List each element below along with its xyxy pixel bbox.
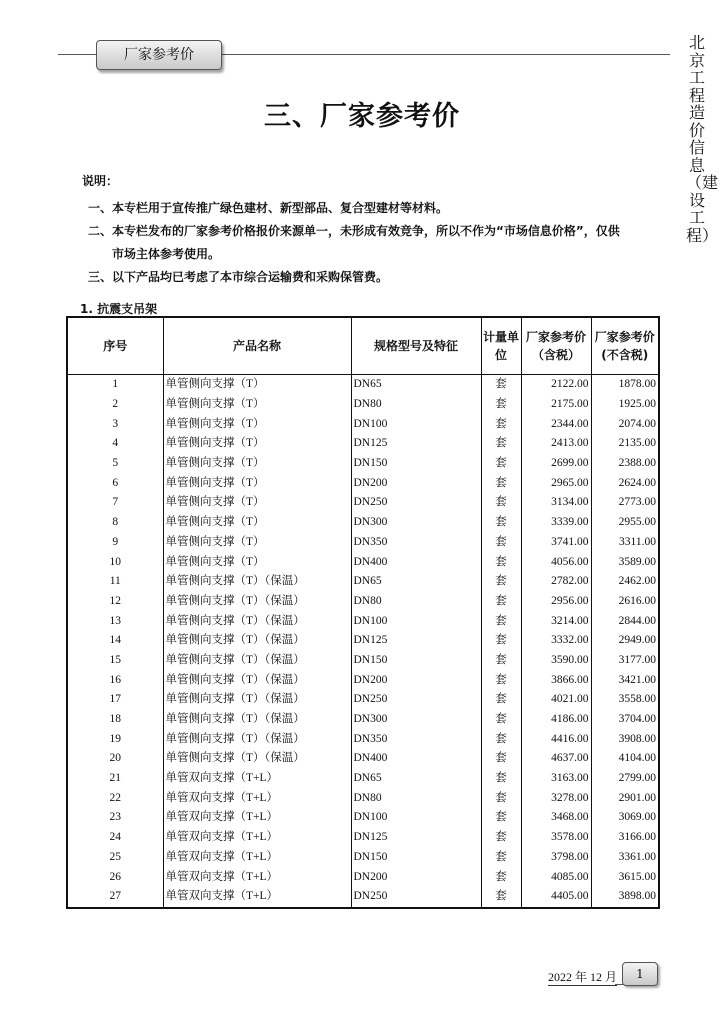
- cell-name: 单管侧向支撑（T）: [163, 513, 351, 533]
- cell-unit: 套: [481, 434, 521, 454]
- cell-price-excl: 3177.00: [591, 651, 659, 671]
- table-row: [67, 670, 659, 690]
- table-row: [67, 729, 659, 749]
- cell-price-excl: 2616.00: [591, 592, 659, 612]
- cell-unit: 套: [481, 848, 521, 868]
- cell-spec: DN250: [351, 887, 481, 908]
- header-section-tab: 厂家参考价: [96, 40, 222, 70]
- cell-spec: DN300: [351, 513, 481, 533]
- cell-unit: 套: [481, 611, 521, 631]
- cell-spec: DN65: [351, 375, 481, 395]
- cell-spec: DN350: [351, 533, 481, 553]
- cell-price-excl: 2388.00: [591, 454, 659, 474]
- cell-spec: DN300: [351, 710, 481, 730]
- cell-price-incl: 2956.00: [521, 592, 591, 612]
- cell-no: 16: [67, 670, 163, 690]
- table-row: [67, 808, 659, 828]
- cell-no: 23: [67, 808, 163, 828]
- cell-price-excl: 4104.00: [591, 749, 659, 769]
- side-publication-title: 北京工程造价信息（建设工程）: [686, 33, 719, 245]
- table-header-row: [67, 317, 659, 375]
- cell-no: 19: [67, 729, 163, 749]
- cell-spec: DN150: [351, 454, 481, 474]
- header-price-incl: 厂家参考价（含税）: [521, 317, 591, 375]
- cell-no: 7: [67, 493, 163, 513]
- cell-price-incl: 3798.00: [521, 848, 591, 868]
- note-item-1: 一、本专栏用于宣传推广绿色建材、新型部品、复合型建材等材料。: [88, 201, 449, 215]
- cell-price-incl: 4405.00: [521, 887, 591, 908]
- cell-price-excl: 3069.00: [591, 808, 659, 828]
- header-spec: 规格型号及特征: [351, 317, 481, 375]
- cell-price-excl: 2955.00: [591, 513, 659, 533]
- cell-price-excl: 3908.00: [591, 729, 659, 749]
- note-item-2-continued: 市场主体参考使用。: [112, 247, 221, 261]
- cell-name: 单管侧向支撑（T）: [163, 533, 351, 553]
- cell-name: 单管侧向支撑（T）（保温）: [163, 710, 351, 730]
- cell-unit: 套: [481, 631, 521, 651]
- cell-name: 单管侧向支撑（T）（保温）: [163, 670, 351, 690]
- cell-no: 13: [67, 611, 163, 631]
- cell-price-excl: 2799.00: [591, 769, 659, 789]
- cell-price-incl: 2413.00: [521, 434, 591, 454]
- cell-price-excl: 3615.00: [591, 867, 659, 887]
- cell-price-incl: 4186.00: [521, 710, 591, 730]
- cell-unit: 套: [481, 414, 521, 434]
- table-row: [67, 651, 659, 671]
- footer-date: 2022 年 12 月: [548, 970, 618, 984]
- cell-price-excl: 2773.00: [591, 493, 659, 513]
- table-row: [67, 552, 659, 572]
- cell-unit: 套: [481, 788, 521, 808]
- cell-unit: 套: [481, 552, 521, 572]
- cell-price-incl: 3339.00: [521, 513, 591, 533]
- cell-unit: 套: [481, 729, 521, 749]
- cell-spec: DN150: [351, 651, 481, 671]
- cell-no: 18: [67, 710, 163, 730]
- cell-price-incl: 3134.00: [521, 493, 591, 513]
- cell-spec: DN250: [351, 690, 481, 710]
- table-row: [67, 434, 659, 454]
- cell-name: 单管侧向支撑（T）（保温）: [163, 690, 351, 710]
- cell-price-excl: 3421.00: [591, 670, 659, 690]
- cell-no: 25: [67, 848, 163, 868]
- cell-no: 6: [67, 473, 163, 493]
- cell-price-incl: 4056.00: [521, 552, 591, 572]
- cell-price-excl: 3898.00: [591, 887, 659, 908]
- cell-spec: DN400: [351, 749, 481, 769]
- cell-unit: 套: [481, 670, 521, 690]
- cell-spec: DN250: [351, 493, 481, 513]
- cell-price-incl: 3468.00: [521, 808, 591, 828]
- cell-spec: DN200: [351, 670, 481, 690]
- table-row: [67, 788, 659, 808]
- table-row: [67, 414, 659, 434]
- cell-price-incl: 2344.00: [521, 414, 591, 434]
- cell-price-incl: 4416.00: [521, 729, 591, 749]
- cell-price-incl: 2122.00: [521, 375, 591, 395]
- cell-no: 10: [67, 552, 163, 572]
- page-number: 1: [622, 962, 658, 986]
- cell-price-excl: 3589.00: [591, 552, 659, 572]
- cell-name: 单管侧向支撑（T）（保温）: [163, 611, 351, 631]
- cell-name: 单管双向支撑（T+L）: [163, 808, 351, 828]
- cell-no: 17: [67, 690, 163, 710]
- cell-name: 单管侧向支撑（T）（保温）: [163, 572, 351, 592]
- cell-name: 单管侧向支撑（T）: [163, 414, 351, 434]
- table-row: [67, 887, 659, 908]
- cell-spec: DN150: [351, 848, 481, 868]
- table-row: [67, 749, 659, 769]
- cell-no: 11: [67, 572, 163, 592]
- cell-name: 单管双向支撑（T+L）: [163, 867, 351, 887]
- cell-unit: 套: [481, 493, 521, 513]
- header-unit: 计量单位: [481, 317, 521, 375]
- table-row: [67, 828, 659, 848]
- notes-heading: 说明：: [82, 174, 119, 188]
- cell-no: 26: [67, 867, 163, 887]
- cell-spec: DN200: [351, 867, 481, 887]
- table-row: [67, 454, 659, 474]
- cell-unit: 套: [481, 769, 521, 789]
- cell-price-excl: 3311.00: [591, 533, 659, 553]
- cell-price-incl: 3866.00: [521, 670, 591, 690]
- header-price-excl: 厂家参考价(不含税): [591, 317, 659, 375]
- cell-name: 单管双向支撑（T+L）: [163, 828, 351, 848]
- cell-price-excl: 2949.00: [591, 631, 659, 651]
- cell-no: 24: [67, 828, 163, 848]
- cell-unit: 套: [481, 473, 521, 493]
- cell-no: 15: [67, 651, 163, 671]
- header-no: 序号: [67, 317, 163, 375]
- cell-unit: 套: [481, 749, 521, 769]
- cell-price-incl: 3741.00: [521, 533, 591, 553]
- cell-price-excl: 2074.00: [591, 414, 659, 434]
- cell-name: 单管侧向支撑（T）: [163, 473, 351, 493]
- cell-spec: DN100: [351, 414, 481, 434]
- table-row: [67, 631, 659, 651]
- cell-spec: DN350: [351, 729, 481, 749]
- cell-no: 9: [67, 533, 163, 553]
- cell-spec: DN200: [351, 473, 481, 493]
- cell-spec: DN80: [351, 592, 481, 612]
- cell-name: 单管侧向支撑（T）: [163, 375, 351, 395]
- table-row: [67, 848, 659, 868]
- cell-price-incl: 3578.00: [521, 828, 591, 848]
- cell-name: 单管侧向支撑（T）（保温）: [163, 749, 351, 769]
- cell-unit: 套: [481, 867, 521, 887]
- cell-spec: DN65: [351, 769, 481, 789]
- cell-name: 单管双向支撑（T+L）: [163, 887, 351, 908]
- cell-spec: DN80: [351, 788, 481, 808]
- cell-no: 2: [67, 395, 163, 415]
- cell-unit: 套: [481, 828, 521, 848]
- cell-price-incl: 3332.00: [521, 631, 591, 651]
- cell-unit: 套: [481, 710, 521, 730]
- cell-no: 14: [67, 631, 163, 651]
- table-row: [67, 533, 659, 553]
- cell-unit: 套: [481, 690, 521, 710]
- cell-price-incl: 2782.00: [521, 572, 591, 592]
- cell-price-incl: 4021.00: [521, 690, 591, 710]
- cell-price-excl: 2844.00: [591, 611, 659, 631]
- cell-name: 单管双向支撑（T+L）: [163, 788, 351, 808]
- cell-spec: DN100: [351, 808, 481, 828]
- cell-no: 8: [67, 513, 163, 533]
- cell-name: 单管侧向支撑（T）: [163, 454, 351, 474]
- cell-no: 4: [67, 434, 163, 454]
- cell-unit: 套: [481, 513, 521, 533]
- cell-spec: DN125: [351, 828, 481, 848]
- note-item-2: 二、本专栏发布的厂家参考价格报价来源单一，未形成有效竞争，所以不作为“市场信息价格”，仅供: [88, 224, 620, 238]
- note-item-3: 三、以下产品均已考虑了本市综合运输费和采购保管费。: [88, 270, 389, 284]
- table-row: [67, 493, 659, 513]
- cell-price-excl: 3704.00: [591, 710, 659, 730]
- cell-unit: 套: [481, 651, 521, 671]
- cell-price-incl: 3214.00: [521, 611, 591, 631]
- cell-price-excl: 3166.00: [591, 828, 659, 848]
- cell-name: 单管侧向支撑（T）（保温）: [163, 729, 351, 749]
- cell-name: 单管侧向支撑（T）: [163, 395, 351, 415]
- cell-price-excl: 2624.00: [591, 473, 659, 493]
- cell-no: 27: [67, 887, 163, 908]
- cell-price-incl: 4637.00: [521, 749, 591, 769]
- cell-name: 单管侧向支撑（T）: [163, 434, 351, 454]
- cell-spec: DN65: [351, 572, 481, 592]
- cell-unit: 套: [481, 395, 521, 415]
- cell-no: 3: [67, 414, 163, 434]
- cell-price-excl: 1925.00: [591, 395, 659, 415]
- cell-spec: DN400: [351, 552, 481, 572]
- cell-unit: 套: [481, 808, 521, 828]
- table-row: [67, 513, 659, 533]
- cell-no: 20: [67, 749, 163, 769]
- cell-name: 单管侧向支撑（T）（保温）: [163, 592, 351, 612]
- section-heading: 1. 抗震支吊架: [80, 302, 158, 316]
- cell-name: 单管侧向支撑（T）: [163, 493, 351, 513]
- page-title: 三、厂家参考价: [264, 101, 460, 132]
- cell-unit: 套: [481, 454, 521, 474]
- cell-price-excl: 2462.00: [591, 572, 659, 592]
- table-row: [67, 867, 659, 887]
- cell-no: 5: [67, 454, 163, 474]
- cell-name: 单管侧向支撑（T）（保温）: [163, 631, 351, 651]
- cell-name: 单管侧向支撑（T）（保温）: [163, 651, 351, 671]
- cell-name: 单管双向支撑（T+L）: [163, 848, 351, 868]
- cell-no: 12: [67, 592, 163, 612]
- cell-no: 21: [67, 769, 163, 789]
- cell-spec: DN125: [351, 631, 481, 651]
- cell-no: 1: [67, 375, 163, 395]
- table-row: [67, 690, 659, 710]
- cell-unit: 套: [481, 592, 521, 612]
- cell-price-incl: 3278.00: [521, 788, 591, 808]
- cell-spec: DN100: [351, 611, 481, 631]
- cell-spec: DN80: [351, 395, 481, 415]
- cell-no: 22: [67, 788, 163, 808]
- cell-unit: 套: [481, 572, 521, 592]
- cell-price-excl: 3558.00: [591, 690, 659, 710]
- cell-name: 单管双向支撑（T+L）: [163, 769, 351, 789]
- table-row: [67, 375, 659, 395]
- cell-price-excl: 1878.00: [591, 375, 659, 395]
- cell-unit: 套: [481, 375, 521, 395]
- cell-spec: DN125: [351, 434, 481, 454]
- table-row: [67, 395, 659, 415]
- table-row: [67, 473, 659, 493]
- table-row: [67, 611, 659, 631]
- cell-price-incl: 2965.00: [521, 473, 591, 493]
- header-name: 产品名称: [163, 317, 351, 375]
- notes-block: [82, 172, 674, 289]
- cell-price-incl: 2175.00: [521, 395, 591, 415]
- cell-price-incl: 3163.00: [521, 769, 591, 789]
- table-row: [67, 572, 659, 592]
- cell-price-excl: 3361.00: [591, 848, 659, 868]
- cell-name: 单管侧向支撑（T）: [163, 552, 351, 572]
- table-body: [67, 375, 659, 908]
- cell-price-excl: 2135.00: [591, 434, 659, 454]
- cell-price-incl: 2699.00: [521, 454, 591, 474]
- cell-price-incl: 4085.00: [521, 867, 591, 887]
- table-row: [67, 710, 659, 730]
- price-table: [66, 316, 660, 909]
- table-row: [67, 769, 659, 789]
- cell-unit: 套: [481, 533, 521, 553]
- cell-unit: 套: [481, 887, 521, 908]
- table-row: [67, 592, 659, 612]
- cell-price-excl: 2901.00: [591, 788, 659, 808]
- cell-price-incl: 3590.00: [521, 651, 591, 671]
